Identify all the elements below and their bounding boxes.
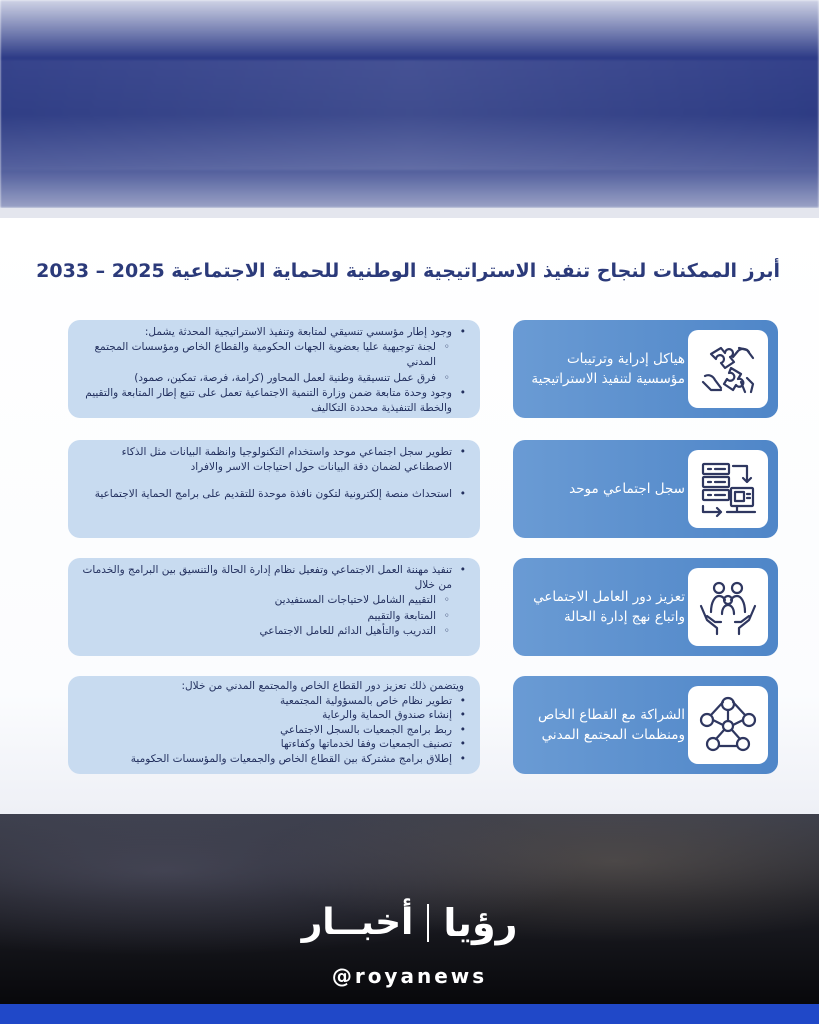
enabler-detail-card bbox=[68, 440, 480, 538]
list-item: ◦ التقييم الشامل لاحتياجات المستفيدين bbox=[78, 593, 466, 608]
list-item: • تنفيذ مهننة العمل الاجتماعي وتفعيل نظام إدارة الحالة والتنسيق بين البرامج والخدمات من خلال bbox=[78, 563, 466, 593]
enabler-row-social-worker bbox=[0, 558, 819, 656]
header-divider bbox=[0, 208, 819, 218]
enabler-label: سجل اجتماعي موحد bbox=[569, 481, 685, 497]
list-item: • تطوير نظام خاص بالمسؤولية المجتمعية bbox=[78, 694, 466, 709]
enabler-label-card bbox=[513, 440, 778, 538]
brand-word: أخبــار bbox=[301, 902, 414, 943]
blurred-header-band bbox=[0, 0, 819, 208]
enabler-label: الشراكة مع القطاع الخاص ومنظمات المجتمع المدني bbox=[537, 707, 685, 743]
enabler-row-social-registry bbox=[0, 440, 819, 538]
list-item: • استحداث منصة إلكترونية لتكون نافذة موحدة للتقديم على برامج الحماية الاجتماعية bbox=[78, 487, 466, 502]
list-item: • وجود إطار مؤسسي تنسيقي لمتابعة وتنفيذ الاستراتيجية المحدثة يشمل: bbox=[78, 325, 466, 340]
enabler-label-card bbox=[513, 676, 778, 774]
enabler-row-partnership bbox=[0, 676, 819, 774]
infographic-document bbox=[0, 218, 819, 814]
social-handle: @royanews bbox=[331, 964, 488, 988]
brand-separator bbox=[427, 904, 429, 942]
list-item: ◦ لجنة توجيهية عليا بعضوية الجهات الحكومية والقطاع الخاص ومؤسسات المجتمع المدني bbox=[78, 340, 466, 370]
enabler-detail-card bbox=[68, 320, 480, 418]
list-item: • إنشاء صندوق الحماية والرعاية bbox=[78, 708, 466, 723]
enabler-row-institutional bbox=[0, 320, 819, 418]
list-item: • ربط برامج الجمعيات بالسجل الاجتماعي bbox=[78, 723, 466, 738]
enabler-label-card bbox=[513, 320, 778, 418]
enabler-label: هياكل إدراية وترتيبات مؤسسية لتنفيذ الاستراتيجية bbox=[531, 351, 685, 387]
family-hands-icon bbox=[688, 568, 768, 646]
puzzle-hands-icon bbox=[688, 330, 768, 408]
list-item: • وجود وحدة متابعة ضمن وزارة التنمية الاجتماعية تعمل على تتبع إطار المتابعة والتقييم والخطة التنفيذية محددة التكاليف bbox=[78, 386, 466, 416]
list-item: ◦ المتابعة والتقييم bbox=[78, 609, 466, 624]
network-people-icon bbox=[688, 686, 768, 764]
list-item: • تطوير سجل اجتماعي موحد واستخدام التكنولوجيا وانظمة البيانات مثل الذكاء الاصطناعي لضمان دقة البيانات حول احتياجات الاسر والافراد bbox=[78, 445, 466, 475]
roya-logo: رؤيا bbox=[443, 901, 518, 945]
page-title: أبرز الممكنات لنجاح تنفيذ الاستراتيجية الوطنية للحماية الاجتماعية 2025 – 2033 bbox=[36, 260, 780, 282]
enabler-label-card bbox=[513, 558, 778, 656]
brand-footer bbox=[0, 814, 819, 1004]
enabler-label: تعزيز دور العامل الاجتماعي واتباع نهج إدارة الحالة bbox=[533, 589, 685, 625]
list-item: • تصنيف الجمعيات وفقا لخدماتها وكفاءتها bbox=[78, 737, 466, 752]
enabler-detail-card bbox=[68, 676, 480, 774]
database-monitor-icon bbox=[688, 450, 768, 528]
list-item: ويتضمن ذلك تعزيز دور القطاع الخاص والمجتمع المدني من خلال: bbox=[181, 680, 464, 692]
list-item: • إطلاق برامج مشتركة بين القطاع الخاص والجمعيات والمؤسسات الحكومية bbox=[78, 752, 466, 767]
list-item: ◦ فرق عمل تنسيقية وطنية لعمل المحاور (كرامة، فرصة، تمكين، صمود) bbox=[78, 371, 466, 386]
list-item: ◦ التدريب والتأهيل الدائم للعامل الاجتماعي bbox=[78, 624, 466, 639]
enabler-detail-card bbox=[68, 558, 480, 656]
bottom-stripe bbox=[0, 1004, 819, 1024]
brand-lockup bbox=[0, 898, 819, 948]
